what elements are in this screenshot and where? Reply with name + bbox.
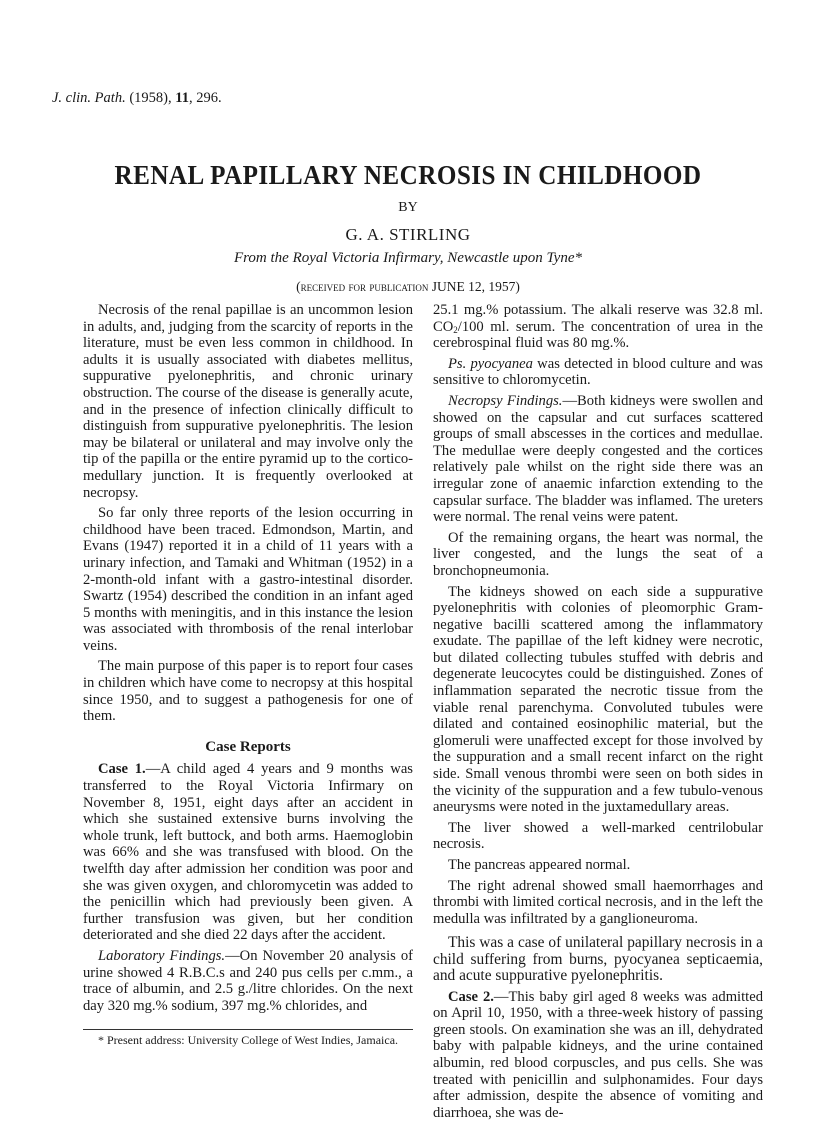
footnote: * Present address: University College of West Indies, Jamaica. <box>97 1033 399 1047</box>
journal-page: , 296. <box>188 90 222 106</box>
lab-findings-text: —On November 20 analysis of urine showed 4 R.B.C.s and 240 pus cells per c.mm., a trace of albumin, and 2.5 g./litre chlorides. On the next day 320 mg.% sodium, 397 mg.% chlorides, and <box>83 947 414 1014</box>
necropsy-findings-label: Necropsy Findings. <box>448 392 563 409</box>
article-title: RENAL PAPILLARY NECROSIS IN CHILDHOOD <box>114 160 702 190</box>
author-affiliation: From the Royal Victoria Infirmary, Newcastle upon Tyne* <box>233 250 582 266</box>
adrenal-paragraph: The right adrenal showed small haemorrhages and thrombi with limited cortical necrosis, and in the left the medulla was infiltrated by a ganglioneuroma. <box>433 877 763 927</box>
lab-findings-continued: 25.1 mg.% potassium. The alkali reserve was 32.8 ml. $CO_2/100$ ml. serum. The concentration of urea in the cerebrospinal fluid was 80 mg.%. <box>433 302 763 352</box>
intro-paragraph-3: The main purpose of this paper is to report four cases in children which have come to necropsy at this hospital since 1950, and to suggest a pathogenesis for one of them. <box>83 658 413 725</box>
necropsy-findings-paragraph: Necropsy Findings.—Both kidneys were swollen and showed on the capsular and cut surfaces scattered groups of small abscesses in the cortices and medullae. The medullae were deeply congested and the cortices relatively pale whilst on the right side there was an irregular zone of anaemic infarction extending to the capsular surface. The bladder was inflamed. The ureters were normal. The renal veins were patent. <box>433 392 763 526</box>
received-value: JUNE 12, 1957) <box>428 279 520 294</box>
case-1-label: Case 1. <box>98 761 146 778</box>
liver-paragraph: The liver showed a well-marked centrilobular necrosis. <box>433 819 763 853</box>
case-2-text: —This baby girl aged 8 weeks was admitted on April 10, 1950, with a three-week history of passing green stools. On examination she was an ill, dehydrated baby with palpable kidneys, and the urine contained albumin, red blood corpuscles, and pus cells. She was treated with penicillin and sulphonamides. Four days after admission, despite the absence of vomiting and diarrhoea, she was de- <box>433 988 763 1121</box>
culture-paragraph: Ps. pyocyanea was detected in blood culture and was sensitive to chloromycetin. <box>433 355 763 389</box>
pancreas-paragraph: The pancreas appeared normal. <box>448 857 631 873</box>
organism-name: Ps. pyocyanea <box>448 355 533 372</box>
lab-findings-paragraph <box>83 948 413 1014</box>
case-2-paragraph <box>433 989 763 1122</box>
case-2-label: Case 2. <box>448 988 494 1005</box>
section-heading-case-reports: Case Reports <box>205 738 291 755</box>
kidneys-histology-paragraph: The kidneys showed on each side a suppurative pyelonephritis with colonies of pleomorphic Gram-negative bacilli scattered among the inflammatory exudate. The papillae of the left kidney were necrotic, but dilated collecting tubules stuffed with debris and degenerate leucocytes could be distinguished. Zones of inflammation separated the necrotic tissue from the viable renal parenchyma. Convoluted tubules were dilated and contained eosinophilic material, but the glomeruli were unaffected except for those involved by the suppuration and a small recent infarct on the right side. Small venous thrombi were seen on both sides in the vicinity of the suppuration and a few tubulo-venous aneurysms were noted in the juxtamedullary areas. <box>433 583 763 816</box>
intro-paragraph-1: Necrosis of the renal papillae is an uncommon lesion in adults, and, judging from the scarcity of reports in the literature, must be even less common in childhood. In adults it is usually associated with diabetes mellitus, suppurative pyelonephritis, and chronic urinary obstruction. The course of the disease is generally acute, and in the presence of infection clinically difficult to distinguish from suppurative pyelonephritis. The lesion may be bilateral or unilateral and may involve only the tip of the papilla or the entire pyramid up to the cortico-medullary junction. It is frequently overlooked at necropsy. <box>83 302 413 501</box>
lab-findings-label: Laboratory Findings. <box>98 947 226 964</box>
journal-volume: 11 <box>175 90 189 106</box>
case-1-paragraph <box>83 761 413 944</box>
journal-citation <box>52 90 222 107</box>
case-1-summary: This was a case of unilateral papillary necrosis in a child suffering from burns, pyocyanea septicaemia, and acute suppurative pyelonephritis. <box>433 934 763 985</box>
journal-name: J. clin. Path. <box>52 90 126 106</box>
organs-paragraph: Of the remaining organs, the heart was normal, the liver congested, and the lungs the seat of a bronchopneumonia. <box>433 529 763 579</box>
footnote-divider <box>83 1029 413 1030</box>
right-column <box>433 302 763 1125</box>
received-date: (received for publication JUNE 12, 1957) <box>296 279 520 294</box>
byline: BY <box>398 200 418 215</box>
left-column <box>83 302 413 1018</box>
author-name: G. A. STIRLING <box>345 225 471 244</box>
journal-year: (1958), <box>125 90 176 106</box>
received-label: received for publication <box>300 279 429 294</box>
case-1-text: —A child aged 4 years and 9 months was transferred to the Royal Victoria Infirmary on November 8, 1951, eight days after an accident in which she sustained extensive burns involving the whole trunk, left buttock, and both arms. Haemoglobin was 66% and she was transfused with blood. On the twelfth day after admission her condition was poor and she was given oxygen, and chloromycetin was added to the penicillin which had previously been given. A further transfusion was given, but her condition deteriorated and she died 22 days after the accident. <box>83 761 413 944</box>
intro-paragraph-2: So far only three reports of the lesion occurring in childhood have been traced. Edmondson, Martin, and Evans (1947) reported it in a child of 11 years with a urinary infection, and Tamaki and Whitman (1952) in a 2-month-old infant with a gastro-intestinal disorder. Swartz (1954) described the condition in an infant aged 5 months with meningitis, and in this instance the lesion was associated with thrombosis of the renal interlobar veins. <box>83 505 413 654</box>
